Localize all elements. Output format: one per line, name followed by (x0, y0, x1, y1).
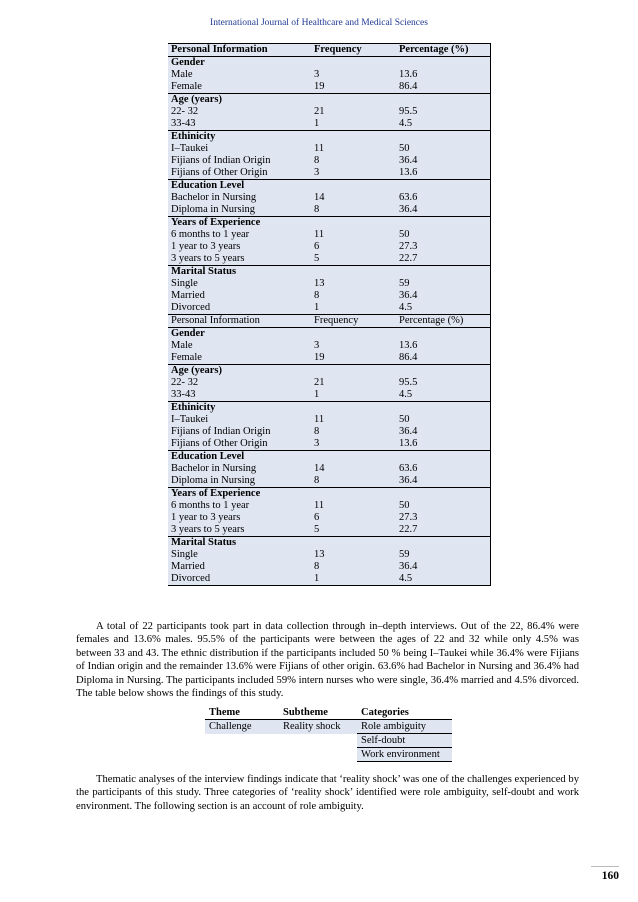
row-frequency: 3 (311, 167, 396, 180)
row-frequency: 21 (314, 106, 325, 117)
empty-cell (311, 266, 396, 279)
empty-cell (311, 180, 396, 193)
row-frequency: 8 (314, 561, 320, 572)
table-row (168, 106, 491, 118)
row-frequency: 1 (311, 389, 396, 402)
empty-cell (311, 217, 396, 230)
row-frequency: 19 (311, 81, 396, 94)
empty-cell (396, 365, 491, 378)
empty-cell (396, 131, 491, 144)
row-frequency: 5 (311, 253, 396, 266)
row-frequency: 3 (314, 340, 320, 351)
theme-row (205, 734, 452, 748)
empty-cell (396, 537, 491, 550)
group-row (168, 488, 491, 501)
table-row (168, 302, 491, 315)
row-label: 22- 32 (171, 377, 199, 388)
theme-cell: Challenge (205, 720, 279, 734)
table-row (168, 278, 491, 290)
group-title: Age (years) (171, 365, 223, 376)
row-percentage: 63.6 (396, 463, 491, 475)
row-percentage: 36.4 (396, 426, 491, 438)
row-frequency: 5 (311, 524, 396, 537)
row-percentage: 22.7 (396, 253, 491, 266)
row-percentage: 27.3 (396, 512, 491, 524)
personal-information-table (168, 43, 491, 586)
empty-cell (311, 537, 396, 550)
subtheme-cell: Reality shock (279, 720, 357, 734)
paragraph-thematic-text: Thematic analyses of the interview findings indicate that ‘reality shock’ was one of the challenges experienced by the participants of this study. Three categories of ‘reality shock’ identified were role ambiguity, self-doubt and work environment. The following section is an account of role ambiguity. (76, 774, 579, 812)
row-label: Diploma in Nursing (168, 475, 311, 488)
category-cell: Role ambiguity (357, 720, 452, 734)
table-row (168, 118, 491, 131)
table-row (168, 549, 491, 561)
table-row (168, 512, 491, 524)
empty-cell (311, 402, 396, 415)
row-percentage: 13.6 (396, 69, 491, 81)
row-label: Single (171, 278, 198, 289)
row-frequency: 21 (314, 377, 325, 388)
group-title: Age (years) (171, 94, 223, 105)
row-percentage: 36.4 (396, 290, 491, 302)
row-frequency: 6 (314, 512, 320, 523)
row-percentage: 36.4 (396, 561, 491, 573)
theme-row (205, 748, 452, 762)
group-row (168, 266, 491, 279)
row-percentage: 86.4 (396, 81, 491, 94)
table-row (168, 192, 491, 204)
row-label: 33-43 (168, 118, 311, 131)
row-label: I–Taukei (171, 414, 209, 425)
header-frequency: Frequency (311, 44, 396, 57)
group-row (168, 217, 491, 230)
row-percentage: 36.4 (396, 204, 491, 217)
row-label: 1 year to 3 years (171, 512, 241, 523)
row-label: Single (171, 549, 198, 560)
row-label: Married (171, 561, 205, 572)
empty-cell (396, 57, 491, 70)
header-categories: Categories (357, 706, 452, 720)
row-percentage: 36.4 (396, 475, 491, 488)
table-row (168, 414, 491, 426)
group-title: Marital Status (171, 266, 237, 277)
row-frequency: 13 (314, 549, 325, 560)
row-label: 6 months to 1 year (171, 500, 250, 511)
row-frequency: 19 (311, 352, 396, 365)
group-title: Gender (171, 57, 205, 68)
row-frequency: 8 (314, 290, 320, 301)
row-frequency: 8 (311, 204, 396, 217)
row-percentage: 50 (396, 500, 491, 512)
group-title: Years of Experience (171, 488, 261, 499)
theme-table-header (205, 706, 452, 720)
empty-cell (311, 365, 396, 378)
row-percentage: 63.6 (396, 192, 491, 204)
row-label: 22- 32 (171, 106, 199, 117)
empty-cell (396, 488, 491, 501)
group-title: Ethinicity (171, 402, 216, 413)
row-frequency: 8 (311, 475, 396, 488)
empty-cell (396, 328, 491, 341)
empty-cell (396, 217, 491, 230)
row-label: Bachelor in Nursing (171, 463, 257, 474)
table-header-row (168, 44, 491, 57)
row-label: Female (168, 352, 311, 365)
table-row (168, 426, 491, 438)
row-percentage: 59 (396, 549, 491, 561)
table-row (168, 204, 491, 217)
empty-cell (311, 131, 396, 144)
row-label: 1 year to 3 years (171, 241, 241, 252)
paragraph-participants-text: A total of 22 participants took part in data collection through in–depth interviews. Out of the 22, 86.4% were females and 13.6% males. 95.5% of the participants were between the ages of 22 and 32 while only 4.5% was between 33 and 43. The ethnic distribution if the participants included 50 % being I–Taukei while 36.4% were Fijians of Indian origin and the remainder 13.6% were Fijians of other origin. 63.6% had Bachelor in Nursing and 36.4% had Diploma in Nursing. The participants included 59% intern nurses who were single, 36.4% married and 4.5% divorced. The table below shows the findings of this study. (76, 621, 579, 700)
row-percentage: 13.6 (396, 340, 491, 352)
row-percentage: 27.3 (396, 241, 491, 253)
row-label: Fijians of Indian Origin (171, 426, 271, 437)
table-row (168, 253, 491, 266)
group-title: Education Level (171, 451, 245, 462)
row-frequency: 8 (314, 155, 320, 166)
page-number-rule (591, 866, 619, 867)
group-title: Education Level (171, 180, 245, 191)
table-row (168, 352, 491, 365)
table-row (168, 524, 491, 537)
table-row (168, 475, 491, 488)
row-frequency: 14 (314, 192, 325, 203)
empty-cell (396, 180, 491, 193)
paragraph-thematic (76, 773, 579, 813)
group-row (168, 131, 491, 144)
group-title: Gender (171, 328, 205, 339)
row-label: Bachelor in Nursing (171, 192, 257, 203)
group-row (168, 328, 491, 341)
row-frequency: 8 (314, 426, 320, 437)
table-row (168, 229, 491, 241)
row-percentage: 59 (396, 278, 491, 290)
row-label: Married (171, 290, 205, 301)
category-cell: Work environment (357, 748, 452, 762)
row-percentage: 86.4 (396, 352, 491, 365)
row-frequency: 1 (314, 302, 320, 313)
row-percentage: 4.5 (396, 573, 491, 586)
row-label: Divorced (168, 573, 311, 586)
table-row (168, 290, 491, 302)
empty-cell (396, 266, 491, 279)
row-percentage: 50 (396, 143, 491, 155)
row-percentage: 95.5 (396, 106, 491, 118)
table-row (168, 561, 491, 573)
theme-table (205, 706, 452, 762)
row-frequency: 11 (314, 143, 325, 154)
row-percentage: 4.5 (396, 389, 491, 402)
row-frequency: 3 (311, 438, 396, 451)
row-frequency: 6 (314, 241, 320, 252)
header-theme: Theme (205, 706, 279, 720)
row-label: 33-43 (168, 389, 311, 402)
empty-cell (311, 57, 396, 70)
journal-title: International Journal of Healthcare and Medical Sciences (210, 18, 428, 28)
row-label: Fijians of Indian Origin (171, 155, 271, 166)
row-label: Fijians of Other Origin (168, 438, 311, 451)
empty-cell (311, 451, 396, 464)
table-row (168, 241, 491, 253)
empty-cell (396, 402, 491, 415)
row-label: I–Taukei (171, 143, 209, 154)
table-row (168, 438, 491, 451)
row-label: Female (168, 81, 311, 94)
table-row (168, 167, 491, 180)
table-row (168, 463, 491, 475)
table-row (168, 143, 491, 155)
row-percentage: 4.5 (396, 302, 491, 315)
row-frequency: 1 (311, 118, 396, 131)
group-row (168, 402, 491, 415)
table-row (168, 81, 491, 94)
row-percentage: 13.6 (396, 167, 491, 180)
paragraph-participants (76, 620, 579, 700)
empty-cell (311, 94, 396, 107)
row-label: Male (171, 69, 193, 80)
row-label: 3 years to 5 years (168, 524, 311, 537)
group-row (168, 537, 491, 550)
empty-cell (311, 328, 396, 341)
row-percentage: 36.4 (396, 155, 491, 167)
table-row (168, 69, 491, 81)
row-label: 6 months to 1 year (171, 229, 250, 240)
group-row (168, 451, 491, 464)
group-row (168, 94, 491, 107)
row-frequency: 13 (314, 278, 325, 289)
header-subtheme: Subtheme (279, 706, 357, 720)
header-personal-information: Personal Information (168, 315, 311, 328)
empty-cell (396, 94, 491, 107)
row-percentage: 4.5 (396, 118, 491, 131)
group-title: Ethinicity (171, 131, 216, 142)
empty-cell (396, 451, 491, 464)
row-label: Fijians of Other Origin (168, 167, 311, 180)
group-title: Years of Experience (171, 217, 261, 228)
table-row (168, 573, 491, 586)
row-percentage: 95.5 (396, 377, 491, 389)
table-row (168, 389, 491, 402)
row-frequency: 11 (314, 229, 325, 240)
row-frequency: 3 (314, 69, 320, 80)
category-cell: Self-doubt (357, 734, 452, 748)
row-percentage: 22.7 (396, 524, 491, 537)
row-percentage: 13.6 (396, 438, 491, 451)
header-frequency: Frequency (311, 315, 396, 328)
header-personal-information: Personal Information (168, 44, 311, 57)
row-percentage: 50 (396, 229, 491, 241)
row-label: Divorced (171, 302, 211, 313)
group-row (168, 365, 491, 378)
table-row (168, 500, 491, 512)
header-percentage: Percentage (%) (396, 44, 491, 57)
group-row (168, 57, 491, 70)
table-header-row (168, 315, 491, 328)
table-row (168, 155, 491, 167)
table-row (168, 377, 491, 389)
group-row (168, 180, 491, 193)
empty-cell (311, 488, 396, 501)
header-percentage: Percentage (%) (396, 315, 491, 328)
row-frequency: 1 (311, 573, 396, 586)
group-title: Marital Status (171, 537, 237, 548)
row-frequency: 11 (314, 414, 325, 425)
theme-row (205, 720, 452, 734)
table-row (168, 340, 491, 352)
row-frequency: 14 (314, 463, 325, 474)
page-number: 160 (601, 870, 619, 882)
row-label: Male (171, 340, 193, 351)
row-label: Diploma in Nursing (168, 204, 311, 217)
row-percentage: 50 (396, 414, 491, 426)
row-frequency: 11 (314, 500, 325, 511)
row-label: 3 years to 5 years (168, 253, 311, 266)
